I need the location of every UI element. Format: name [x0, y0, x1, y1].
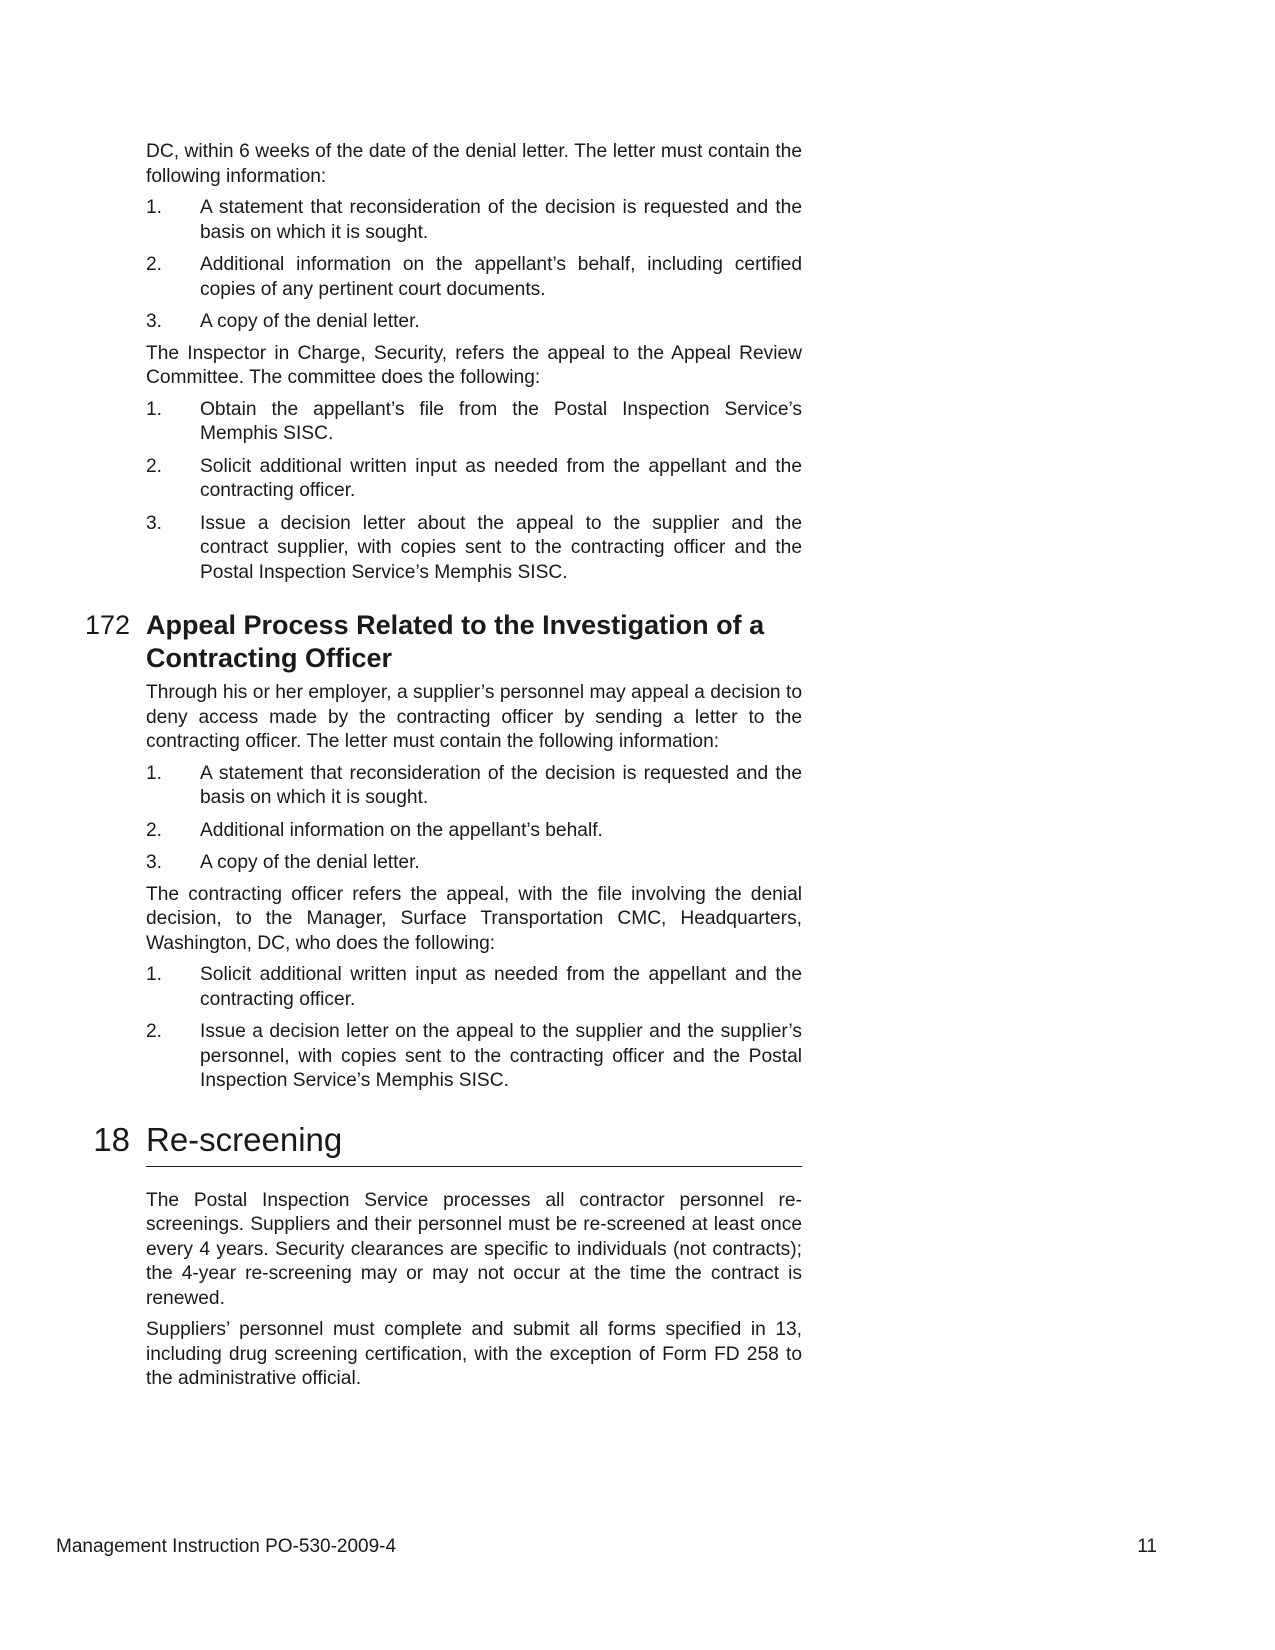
- section-number: 172: [84, 610, 130, 640]
- section-18-heading: [93, 1120, 802, 1167]
- chapter-title: Re-screening: [146, 1120, 343, 1158]
- page-number: 11: [1137, 1536, 1157, 1557]
- list-item: 2. Solicit additional written input as needed from the appellant and the contracting officer.: [146, 455, 802, 501]
- section-172-list-2: [146, 963, 802, 1094]
- page-body: [84, 140, 802, 1399]
- list-item: 2. Additional information on the appellant’s behalf.: [146, 819, 603, 841]
- list-item: 1. Solicit additional written input as needed from the appellant and the contracting officer.: [146, 964, 802, 1010]
- intro-paragraph: DC, within 6 weeks of the date of the denial letter. The letter must contain the following information:: [146, 141, 802, 187]
- list-item: 2. Additional information on the appellant’s behalf, including certified copies of any pertinent court documents.: [146, 254, 802, 300]
- list-item: 1. A statement that reconsideration of the decision is requested and the basis on which it is sought.: [146, 197, 802, 243]
- intro-list: [146, 196, 802, 335]
- list-item: 3. Issue a decision letter about the appeal to the supplier and the contract supplier, with copies sent to the contracting officer and the Postal Inspection Service’s Memphis SISC.: [146, 512, 802, 583]
- list-item: 1. A statement that reconsideration of the decision is requested and the basis on which it is sought.: [146, 762, 802, 808]
- list-item: 1. Obtain the appellant’s file from the Postal Inspection Service’s Memphis SISC.: [146, 398, 802, 444]
- list-item: 3. A copy of the denial letter.: [146, 852, 420, 873]
- section-172-list: [146, 762, 802, 876]
- section-172-heading: [84, 609, 802, 675]
- list-item: 3. A copy of the denial letter.: [146, 311, 420, 332]
- committee-list: [146, 398, 802, 586]
- list-item: 2. Issue a decision letter on the appeal to the supplier and the supplier’s personnel, with copies sent to the contracting officer and the Postal Inspection Service’s Memphis SISC.: [146, 1021, 802, 1091]
- section-172-paragraph: Through his or her employer, a supplier’s personnel may appeal a decision to deny access made by the contracting officer by sending a letter to the contracting officer. The letter must contain the following information:: [146, 682, 802, 752]
- footer-document-id: Management Instruction PO-530-2009-4: [56, 1536, 397, 1557]
- committee-paragraph: The Inspector in Charge, Security, refers the appeal to the Appeal Review Committee. The committee does the following:: [146, 342, 802, 388]
- page-footer: [56, 1536, 1157, 1558]
- rescreening-paragraph-2: Suppliers’ personnel must complete and submit all forms specified in 13, including drug screening certification, with the exception of Form FD 258 to the administrative official.: [146, 1319, 802, 1389]
- section-title: Appeal Process Related to the Investigation of a Contracting Officer: [146, 610, 765, 673]
- section-172-paragraph-2: The contracting officer refers the appeal, with the file involving the denial decision, to the Manager, Surface Transportation CMC, Headquarters, Washington, DC, who does the following:: [146, 883, 802, 954]
- rescreening-paragraph-1: The Postal Inspection Service processes all contractor personnel re-screenings. Suppliers and their personnel must be re-screened at least once every 4 years. Security clearances are specific to individuals (not contracts); the 4-year re-screening may or may not occur at the time the contract is renewed.: [146, 1189, 802, 1309]
- chapter-number: 18: [93, 1120, 130, 1158]
